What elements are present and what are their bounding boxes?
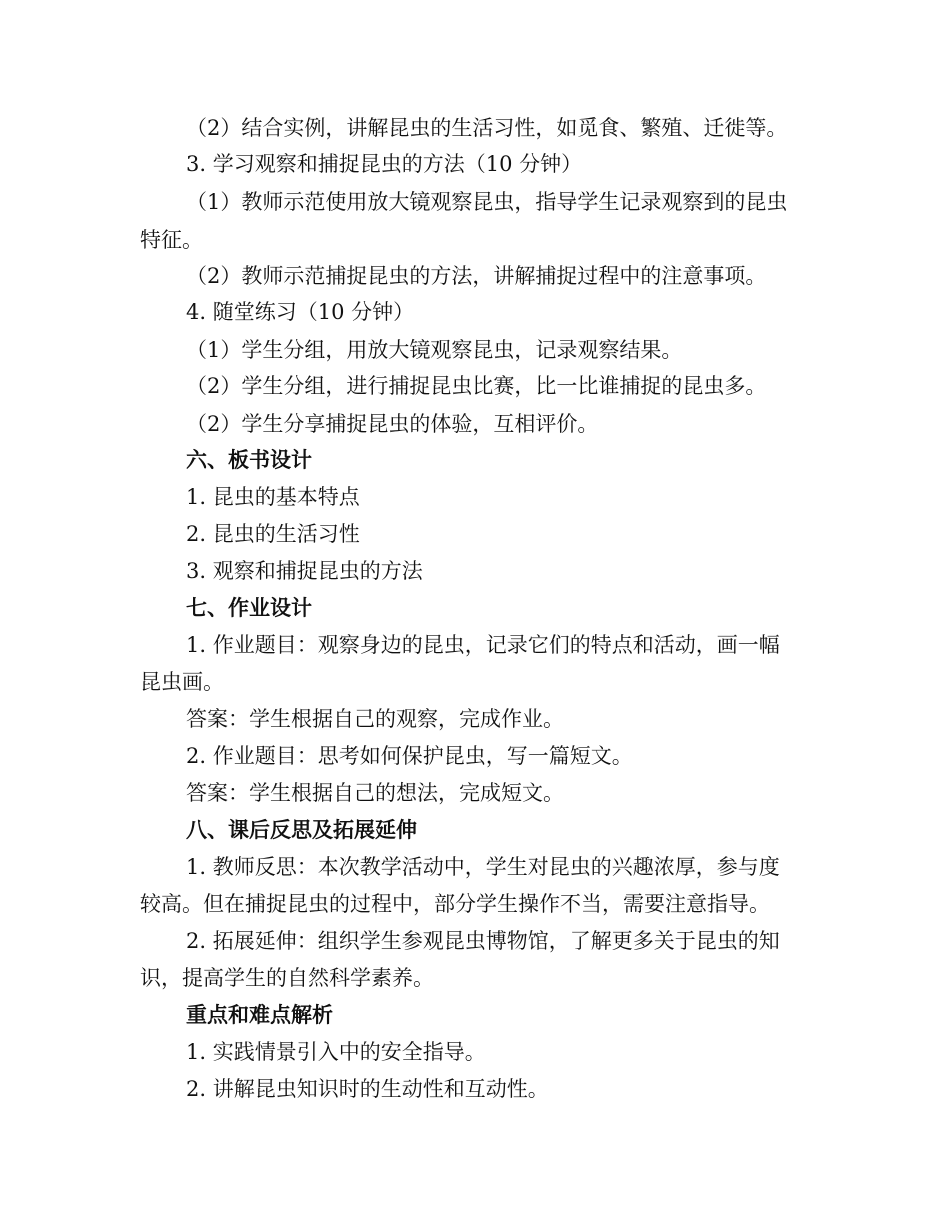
- text-line: （2）教师示范捕捉昆虫的方法，讲解捕捉过程中的注意事项。: [186, 264, 767, 288]
- text-line: （2）学生分享捕捉昆虫的体验，互相评价。: [186, 412, 599, 436]
- answer-line: 答案：学生根据自己的想法，完成短文。: [186, 781, 564, 805]
- text-line: （2）学生分组，进行捕捉昆虫比赛，比一比谁捕捉的昆虫多。: [186, 374, 767, 398]
- list-item: 2. 讲解昆虫知识时的生动性和互动性。: [186, 1077, 549, 1101]
- list-item: 1. 实践情景引入中的安全指导。: [186, 1040, 486, 1064]
- text-line: 昆虫画。: [140, 670, 224, 694]
- section-heading: 八、课后反思及拓展延伸: [186, 817, 417, 842]
- answer-line: 答案：学生根据自己的观察，完成作业。: [186, 707, 564, 731]
- section-heading: 重点和难点解析: [186, 1002, 333, 1027]
- text-line: （2）结合实例，讲解昆虫的生活习性，如觅食、繁殖、迁徙等。: [186, 116, 788, 140]
- list-item: 4. 随堂练习（10 分钟）: [186, 300, 415, 324]
- text-line: （1）教师示范使用放大镜观察昆虫，指导学生记录观察到的昆虫: [186, 190, 788, 214]
- section-heading: 七、作业设计: [186, 595, 312, 620]
- list-item: 1. 教师反思：本次教学活动中，学生对昆虫的兴趣浓厚，参与度: [186, 855, 780, 879]
- text-line: 较高。但在捕捉昆虫的过程中，部分学生操作不当，需要注意指导。: [140, 892, 770, 916]
- list-item: 3. 观察和捕捉昆虫的方法: [186, 559, 423, 583]
- list-item: 3. 学习观察和捕捉昆虫的方法（10 分钟）: [186, 152, 583, 176]
- list-item: 1. 作业题目：观察身边的昆虫，记录它们的特点和活动，画一幅: [186, 633, 780, 657]
- text-line: 特征。: [140, 228, 203, 252]
- section-heading: 六、板书设计: [186, 447, 312, 472]
- list-item: 2. 作业题目：思考如何保护昆虫，写一篇短文。: [186, 744, 633, 768]
- text-line: （1）学生分组，用放大镜观察昆虫，记录观察结果。: [186, 338, 683, 362]
- text-line: 识，提高学生的自然科学素养。: [140, 966, 434, 990]
- list-item: 2. 拓展延伸：组织学生参观昆虫博物馆，了解更多关于昆虫的知: [186, 929, 780, 953]
- list-item: 1. 昆虫的基本特点: [186, 485, 360, 509]
- list-item: 2. 昆虫的生活习性: [186, 522, 360, 546]
